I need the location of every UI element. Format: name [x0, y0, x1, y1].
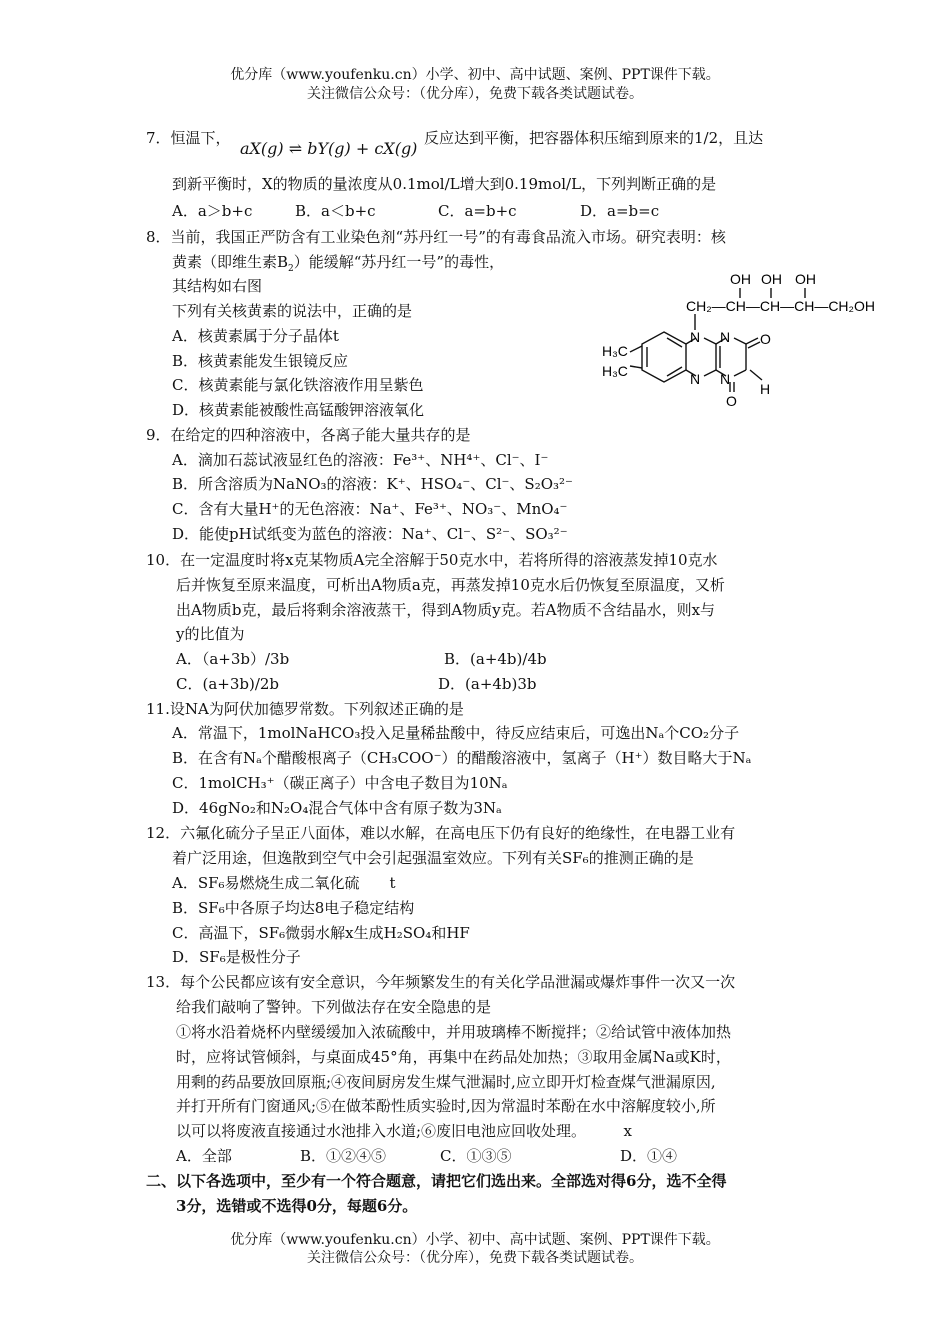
- q10-line-3: 出A物质b克，最后将剩余溶液蒸干，得到A物质y克。若A物质不含结晶水，则x与: [176, 601, 716, 619]
- structure-chain: CH₂—CH—CH—CH—CH₂OH: [686, 298, 875, 314]
- q12-option-a: A．SF₆易燃烧生成二氧化硫 t: [172, 874, 396, 892]
- q9-stem: 9．在给定的四种溶液中，各离子能大量共存的是: [146, 426, 471, 444]
- q11-option-c: C．1molCH₃⁺（碳正离子）中含电子数目为10Nₐ: [172, 774, 508, 792]
- q8-option-b: B．核黄素能发生银镜反应: [172, 352, 349, 370]
- q8-line-1: 8．当前，我国正严防含有工业染色剂“苏丹红一号”的有毒食品流入市场。研究表明：核: [146, 228, 726, 246]
- q13-line-6: 并打开所有门窗通风;⑤在做苯酚性质实验时,因为常温时苯酚在水中溶解度较小,所: [176, 1097, 716, 1115]
- q10-line-1: 10．在一定温度时将x克某物质A完全溶解于50克水中，若将所得的溶液蒸发掉10克水: [146, 551, 718, 569]
- q13-line-5: 用剩的药品要放回原瓶;④夜间厨房发生煤气泄漏时,应立即开灯检查煤气泄漏原因,: [176, 1073, 716, 1091]
- q9-option-c: C．含有大量H⁺的无色溶液：Na⁺、Fe³⁺、NO₃⁻、MnO₄⁻: [172, 500, 568, 518]
- q7-equation: aX(g) ⇌ bY(g) + cX(g): [240, 139, 418, 158]
- q7-prefix: 7．恒温下，: [146, 129, 231, 147]
- q13-option-a: A．全部: [176, 1147, 232, 1165]
- q13-line-4: 时，应将试管倾斜，与桌面成45°角，再集中在药品处加热；③取用金属Na或K时，: [176, 1048, 731, 1066]
- q7-line-2: 到新平衡时，X的物质的量浓度从0.1mol/L增大到0.19mol/L，下列判断正确的是: [172, 175, 717, 193]
- footer-line-2: 关注微信公众号：（优分库），免费下载各类试题试卷。: [307, 1250, 643, 1266]
- header-line-2: 关注微信公众号：（优分库），免费下载各类试题试卷。: [307, 86, 643, 102]
- q8-option-d: D．核黄素能被酸性高锰酸钾溶液氧化: [172, 401, 425, 419]
- q7-option-b: B．a＜b+c: [295, 202, 376, 220]
- q8-line-3: 其结构如右图: [172, 277, 263, 295]
- q11-stem: 11.设NA为阿伏加德罗常数。下列叙述正确的是: [146, 700, 464, 718]
- structure-oh-1: OH: [730, 271, 751, 287]
- q10-line-4: y的比值为: [176, 625, 245, 643]
- footer-line-1: 优分库（www.youfenku.cn）小学、初中、高中试题、案例、PPT课件下载。: [230, 1232, 720, 1248]
- q13-option-d: D．①④: [620, 1147, 678, 1165]
- q8-option-a: A．核黄素属于分子晶体t: [172, 327, 339, 345]
- q9-option-d: D．能使pH试纸变为蓝色的溶液：Na⁺、Cl⁻、S²⁻、SO₃²⁻: [172, 525, 568, 543]
- q10-option-d: D．(a+4b)3b: [438, 675, 537, 693]
- structure-o-2: O: [726, 393, 737, 409]
- q11-option-b: B．在含有Nₐ个醋酸根离子（CH₃COO⁻）的醋酸溶液中，氢离子（H⁺）数目略大于Nₐ: [172, 749, 752, 767]
- q7-option-d: D．a=b=c: [580, 202, 660, 220]
- q10-option-c: C．(a+3b)/2b: [176, 675, 280, 693]
- section-2-line-1: 二、以下各选项中，至少有一个符合题意，请把它们选出来。全部选对得6分，选不全得: [146, 1172, 727, 1190]
- structure-h3c-2: H₃C: [602, 363, 628, 379]
- q8-option-c: C．核黄素能与氯化铁溶液作用呈紫色: [172, 376, 424, 394]
- structure-oh-2: OH: [761, 271, 782, 287]
- structure-n-3: N: [690, 371, 701, 387]
- q11-option-a: A．常温下，1molNaHCO₃投入足量稀盐酸中，待反应结束后，可逸出Nₐ个CO₂分子: [172, 724, 740, 742]
- q10-option-a: A．（a+3b）/3b: [176, 650, 290, 668]
- q13-option-b: B．①②④⑤: [300, 1147, 387, 1165]
- riboflavin-structure: [600, 266, 900, 416]
- structure-n-4: N: [720, 371, 731, 387]
- structure-oh-3: OH: [795, 271, 816, 287]
- q7-suffix: 反应达到平衡，把容器体积压缩到原来的1/2，且达: [424, 129, 764, 147]
- q10-option-b: B．(a+4b)/4b: [444, 650, 547, 668]
- q13-line-2: 给我们敲响了警钟。下列做法存在安全隐患的是: [176, 998, 492, 1016]
- q13-line-1: 13．每个公民都应该有安全意识，今年频繁发生的有关化学品泄漏或爆炸事件一次又一次: [146, 973, 736, 991]
- q8-line-2-post: ）能缓解“苏丹红一号”的毒性，: [293, 253, 505, 271]
- q8-line-4: 下列有关核黄素的说法中，正确的是: [172, 302, 413, 320]
- q12-option-b: B．SF₆中各原子均达8电子稳定结构: [172, 899, 415, 917]
- q12-line-2: 着广泛用途，但逸散到空气中会引起强温室效应。下列有关SF₆的推测正确的是: [172, 849, 694, 867]
- section-2-line-2: 3分，选错或不选得0分，每题6分。: [176, 1197, 418, 1215]
- q8-line-2-sub: 2: [288, 264, 294, 274]
- structure-o-1: O: [760, 331, 771, 347]
- q8-line-2-pre: 黄素（即维生素B: [172, 253, 289, 271]
- q9-option-b: B．所含溶质为NaNO₃的溶液：K⁺、HSO₄⁻、Cl⁻、S₂O₃²⁻: [172, 475, 573, 493]
- q8-line-2: [172, 250, 504, 274]
- q12-option-c: C．高温下，SF₆微弱水解x生成H₂SO₄和HF: [172, 924, 470, 942]
- q12-option-d: D．SF₆是极性分子: [172, 948, 301, 966]
- q11-option-d: D．46gNo₂和N₂O₄混合气体中含有原子数为3Nₐ: [172, 799, 502, 817]
- header-line-1: 优分库（www.youfenku.cn）小学、初中、高中试题、案例、PPT课件下载。: [230, 67, 720, 83]
- structure-h: H: [760, 381, 771, 397]
- q9-option-a: A．滴加石蕊试液显红色的溶液：Fe³⁺、NH⁴⁺、Cl⁻、I⁻: [172, 451, 549, 469]
- q10-line-2: 后并恢复至原来温度，可析出A物质a克，再蒸发掉10克水后仍恢复至原温度，又析: [176, 576, 725, 594]
- q7-option-a: A．a＞b+c: [172, 202, 253, 220]
- structure-n-1: N: [690, 329, 701, 345]
- q13-line-3: ①将水沿着烧杯内壁缓缓加入浓硫酸中，并用玻璃棒不断搅拌；②给试管中液体加热: [176, 1023, 732, 1041]
- q13-option-c: C．①③⑤: [440, 1147, 512, 1165]
- q12-line-1: 12．六氟化硫分子呈正八面体，难以水解，在高电压下仍有良好的绝缘性，在电器工业有: [146, 824, 736, 842]
- q13-line-7: 以可以将废液直接通过水池排入水道;⑥废旧电池应回收处理。 x: [176, 1122, 633, 1140]
- q7-option-c: C．a=b+c: [438, 202, 517, 220]
- structure-n-2: N: [720, 329, 731, 345]
- structure-h3c-1: H₃C: [602, 343, 628, 359]
